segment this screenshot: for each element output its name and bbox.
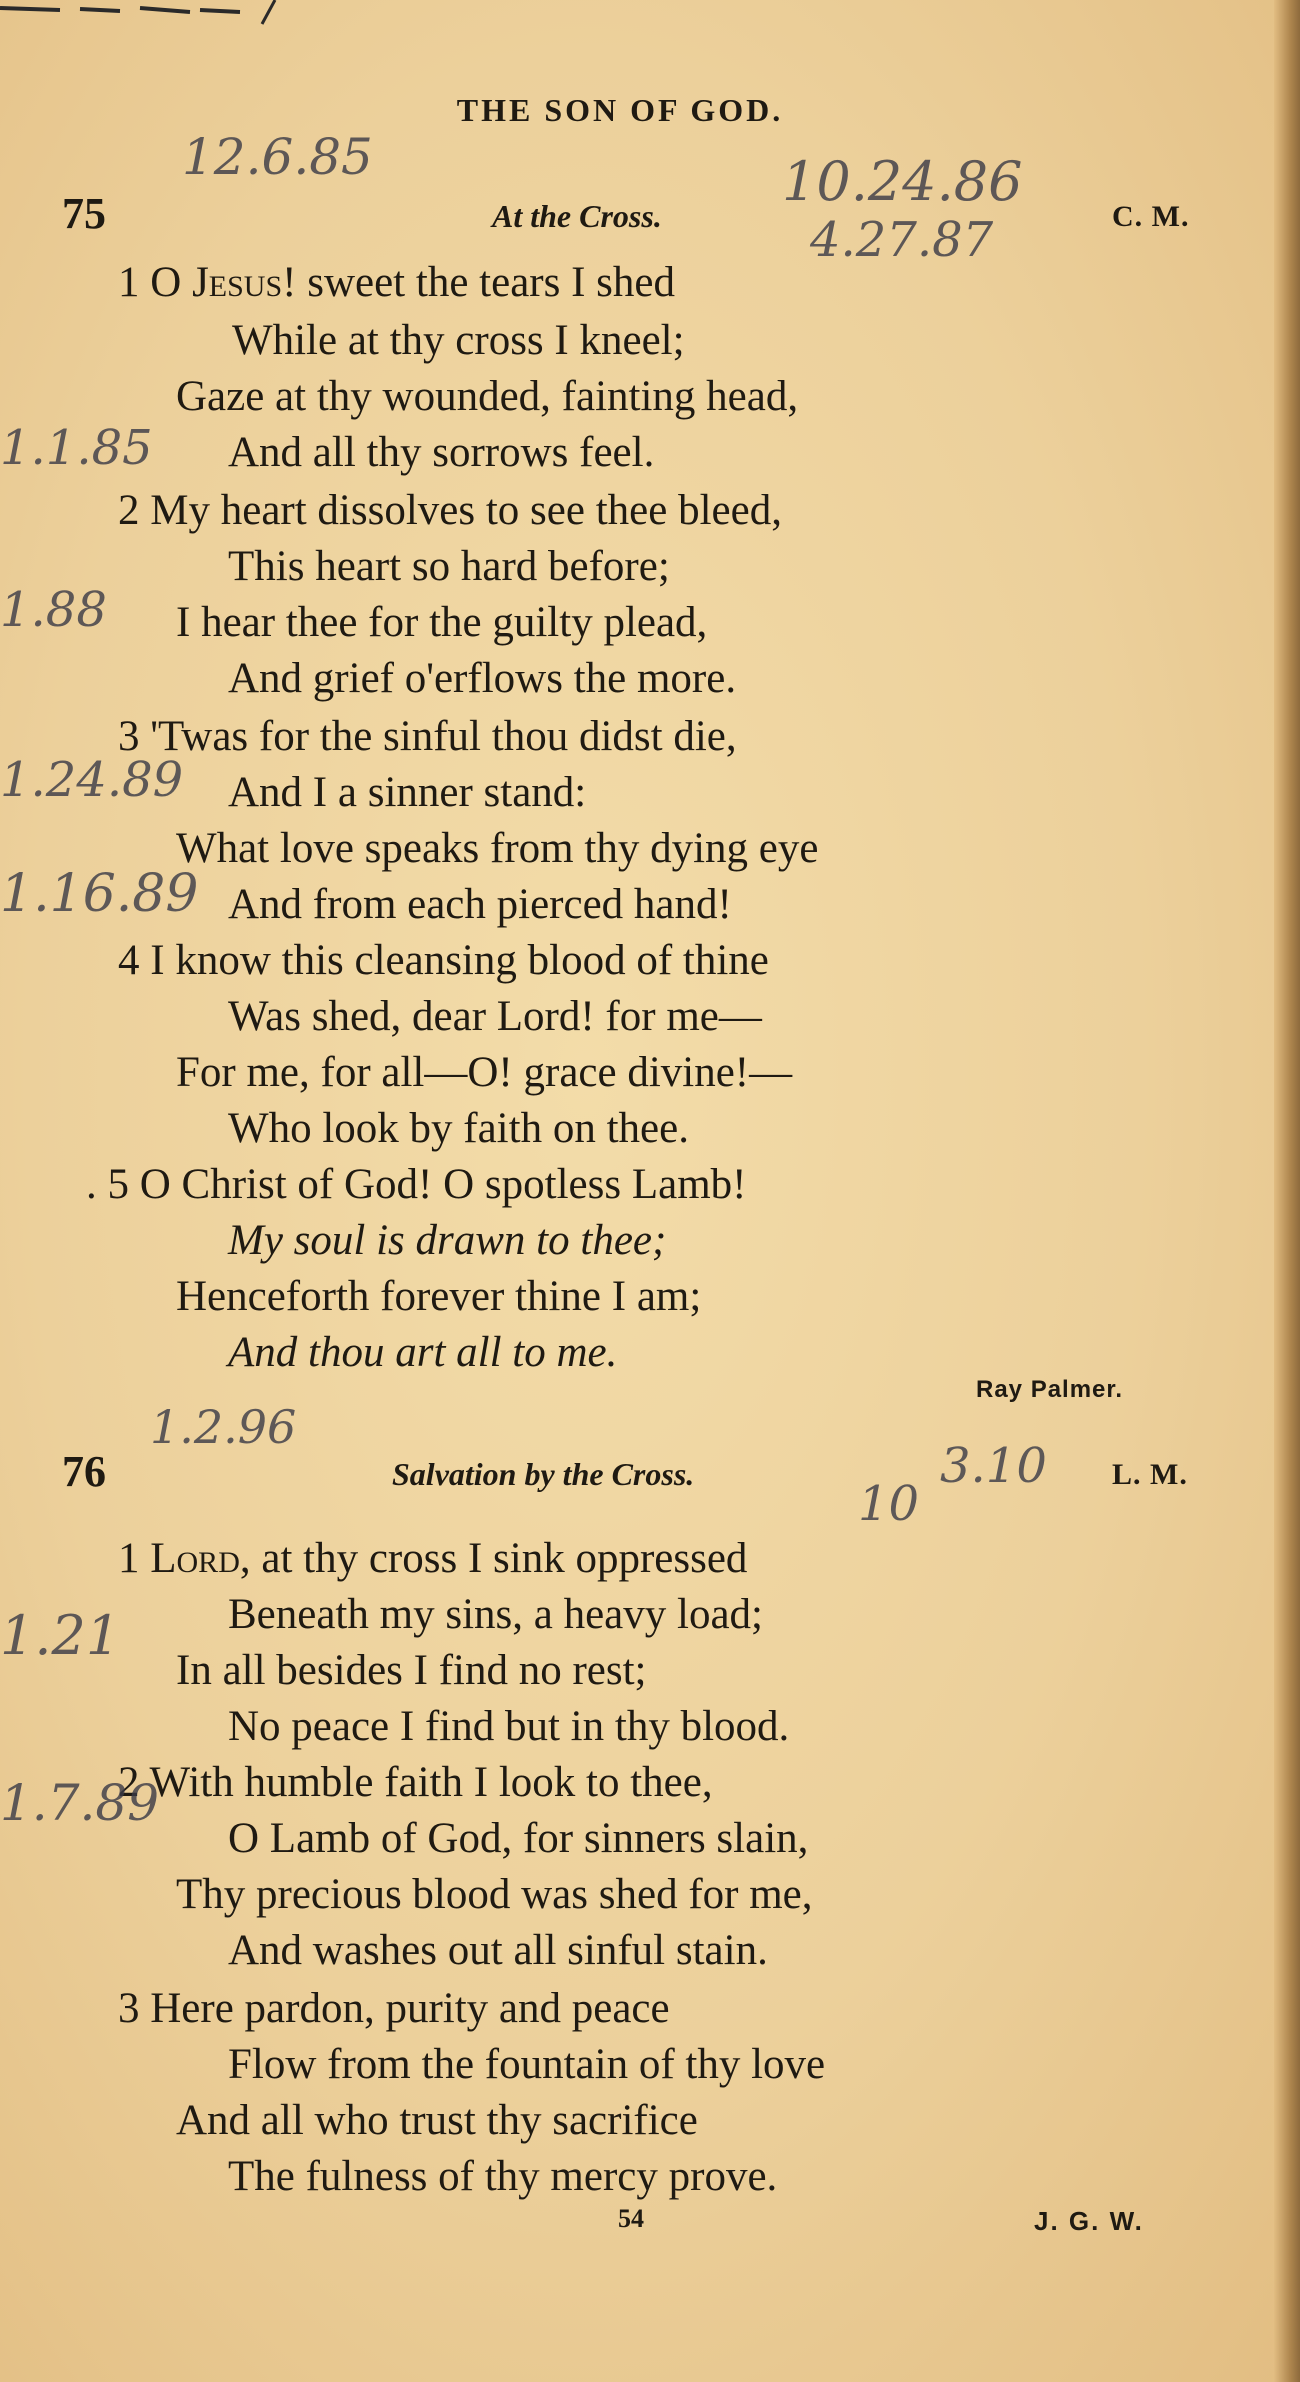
verse-line: No peace I find but in thy blood. [228,1703,790,1750]
verse-line: What love speaks from thy dying eye [176,825,819,872]
handwritten-date: 10.24.86 [782,150,1023,213]
verse-line: 1 Lord, at thy cross I sink oppressed [118,1535,748,1582]
verse-line: And washes out all sinful stain. [228,1927,768,1974]
verse-line: Was shed, dear Lord! for me— [228,993,762,1040]
verse-line: In all besides I find no rest; [176,1647,647,1694]
hymn-title: At the Cross. [492,198,662,234]
verse-line: And grief o'erflows the more. [228,655,737,702]
verse-line: Thy precious blood was shed for me, [176,1871,813,1918]
verse-line: And all thy sorrows feel. [228,429,655,476]
verse-line: 3 'Twas for the sinful thou didst die, [118,713,737,760]
verse-line: This heart so hard before; [228,543,670,590]
torn-edge-marks [0,0,300,26]
handwritten-date: 4.27.87 [810,212,994,268]
verse-line: Who look by faith on thee. [228,1105,689,1152]
page-number: 54 [618,2204,644,2233]
verse-line: While at thy cross I kneel; [232,317,685,364]
verse-line: And thou art all to me. [228,1329,618,1376]
verse-line: 2 With humble faith I look to thee, [118,1759,713,1806]
handwritten-date: 1.2.96 [150,1400,297,1454]
handwritten-date: 1.16.89 [0,864,199,924]
handwritten-date: 3.10 [940,1438,1047,1494]
hymn-author: J. G. W. [1034,2206,1144,2236]
hymn-number: 75 [62,189,106,238]
handwritten-date: 10 [858,1476,920,1532]
handwritten-date: 1.88 [0,582,107,638]
verse-line: 1 O Jesus! sweet the tears I shed [118,259,675,306]
running-head: THE SON OF GOD. [456,92,784,128]
handwritten-date: 12.6.85 [182,128,373,186]
verse-line: My soul is drawn to thee; [228,1217,667,1264]
verse-line: Henceforth forever thine I am; [176,1273,702,1320]
hymn-author: Ray Palmer. [976,1376,1124,1403]
verse-line: 4 I know this cleansing blood of thine [118,937,769,984]
hymn-title: Salvation by the Cross. [392,1456,695,1492]
verse-line: Beneath my sins, a heavy load; [228,1591,763,1638]
verse-line: Gaze at thy wounded, fainting head, [176,373,799,420]
verse-line: Flow from the fountain of thy love [228,2041,826,2088]
hymn-meter: L. M. [1112,1458,1188,1491]
verse-line: And from each pierced hand! [228,881,732,928]
hymn-number: 76 [62,1447,106,1496]
verse-line: 3 Here pardon, purity and peace [118,1985,670,2032]
verse-line: And I a sinner stand: [228,769,587,816]
verse-line: For me, for all—O! grace divine!— [176,1049,793,1096]
verse-line: O Lamb of God, for sinners slain, [228,1815,809,1862]
hymn-meter: C. M. [1112,200,1190,233]
verse-line: The fulness of thy mercy prove. [228,2153,778,2200]
handwritten-date: 1.7.89 [0,1774,160,1832]
handwritten-date: 1.21 [0,1604,121,1667]
verse-line: And all who trust thy sacrifice [176,2097,698,2144]
verse-line: . 5 O Christ of God! O spotless Lamb! [86,1161,747,1208]
handwritten-date: 1.24.89 [0,752,184,808]
verse-line: I hear thee for the guilty plead, [176,599,708,646]
verse-line: 2 My heart dissolves to see thee bleed, [118,487,782,534]
handwritten-date: 1.1.85 [0,420,153,476]
page-edge [1274,0,1300,2382]
